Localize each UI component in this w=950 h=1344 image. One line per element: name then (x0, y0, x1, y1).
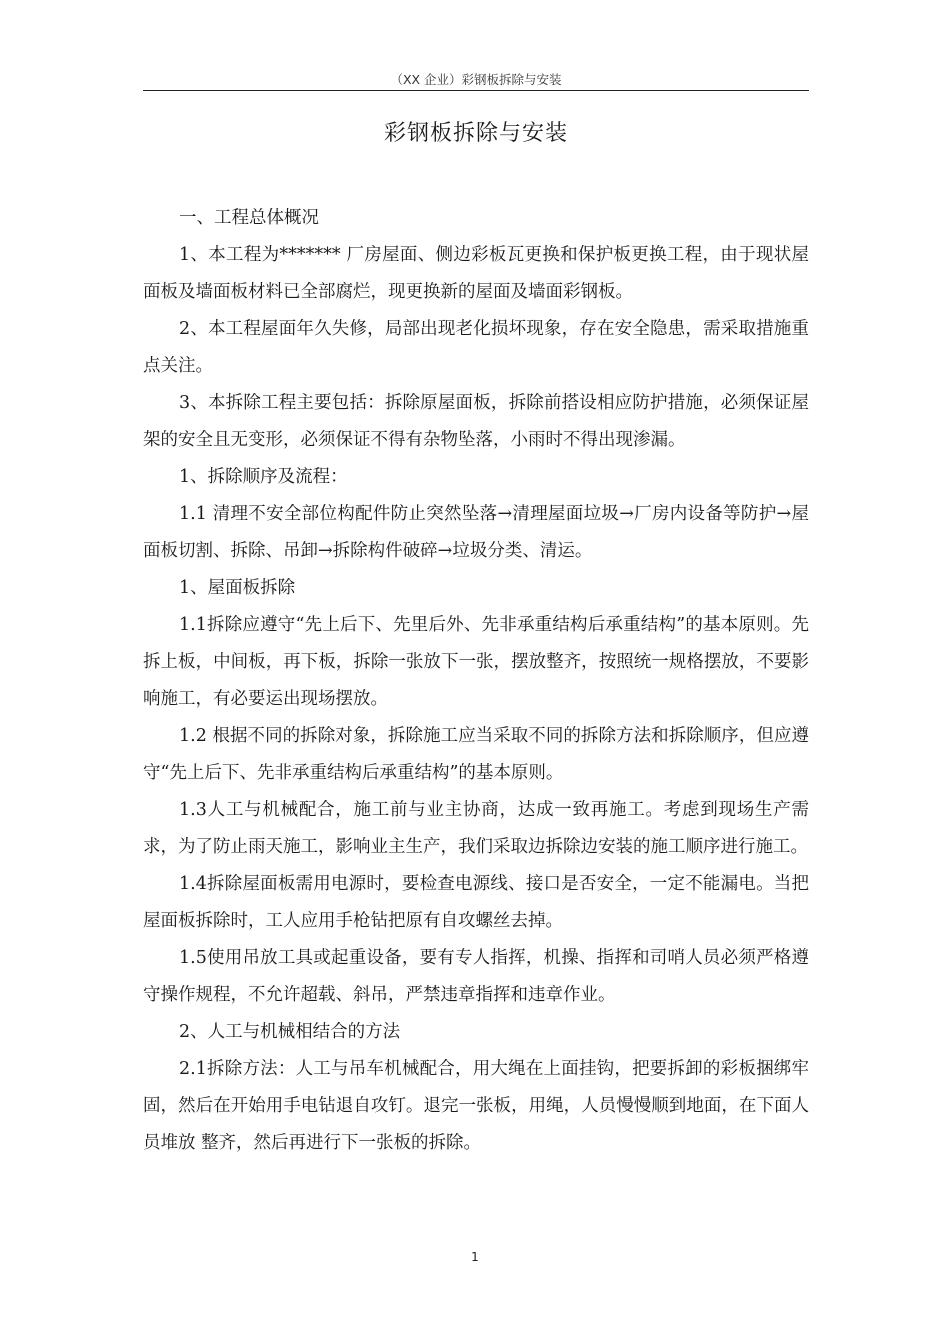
page-header: （XX 企业）彩钢板拆除与安装 (143, 70, 809, 91)
document-body (143, 200, 809, 1162)
paragraph: 1、本工程为******* 厂房屋面、侧边彩板瓦更换和保护板更换工程，由于现状屋面板及墙面板材料已全部腐烂，现更换新的屋面及墙面彩钢板。 (143, 245, 809, 302)
paragraph: 1.5使用吊放工具或起重设备，要有专人指挥，机操、指挥和司哨人员必须严格遵守操作规程，不允许超载、斜吊，严禁违章指挥和违章作业。 (143, 948, 809, 1005)
paragraph: 2、本工程屋面年久失修，局部出现老化损坏现象，存在安全隐患，需采取措施重点关注。 (143, 319, 809, 376)
paragraph: 1.2 根据不同的拆除对象，拆除施工应当采取不同的拆除方法和拆除顺序，但应遵守“先上后下、先非承重结构后承重结构”的基本原则。 (143, 726, 809, 783)
paragraph: 1.1 清理不安全部位构配件防止突然坠落→清理屋面垃圾→厂房内设备等防护→屋面板切割、拆除、吊卸→拆除构件破碎→垃圾分类、清运。 (143, 504, 809, 561)
paragraph: 1.3人工与机械配合，施工前与业主协商，达成一致再施工。考虑到现场生产需求，为了防止雨天施工，影响业主生产，我们采取边拆除边安装的施工顺序进行施工。 (143, 800, 809, 857)
section-heading-overview: 一、工程总体概况 (179, 208, 319, 228)
paragraph: 3、本拆除工程主要包括：拆除原屋面板，拆除前搭设相应防护措施，必须保证屋架的安全且无变形，必须保证不得有杂物坠落，小雨时不得出现渗漏。 (143, 393, 809, 450)
paragraph: 1.1拆除应遵守“先上后下、先里后外、先非承重结构后承重结构”的基本原则。先拆上板，中间板，再下板，拆除一张放下一张，摆放整齐，按照统一规格摆放，不要影响施工，有必要运出现场摆放。 (143, 615, 809, 709)
section-heading-method: 2、人工与机械相结合的方法 (179, 1022, 401, 1042)
document-title: 彩钢板拆除与安装 (383, 121, 568, 146)
paragraph: 1.4拆除屋面板需用电源时，要检查电源线、接口是否安全，一定不能漏电。当把屋面板拆除时，工人应用手枪钻把原有自攻螺丝去掉。 (143, 874, 809, 931)
paragraph: 2.1拆除方法：人工与吊车机械配合，用大绳在上面挂钩，把要拆卸的彩板捆绑牢固，然后在开始用手电钻退自攻钉。退完一张板，用绳，人员慢慢顺到地面，在下面人员堆放 整齐，然后再进行下一张板的拆除。 (143, 1059, 809, 1153)
section-heading-roof-removal: 1、屋面板拆除 (179, 578, 296, 598)
section-heading-sequence: 1、拆除顺序及流程： (179, 467, 348, 487)
page-number: 1 (471, 1250, 479, 1264)
